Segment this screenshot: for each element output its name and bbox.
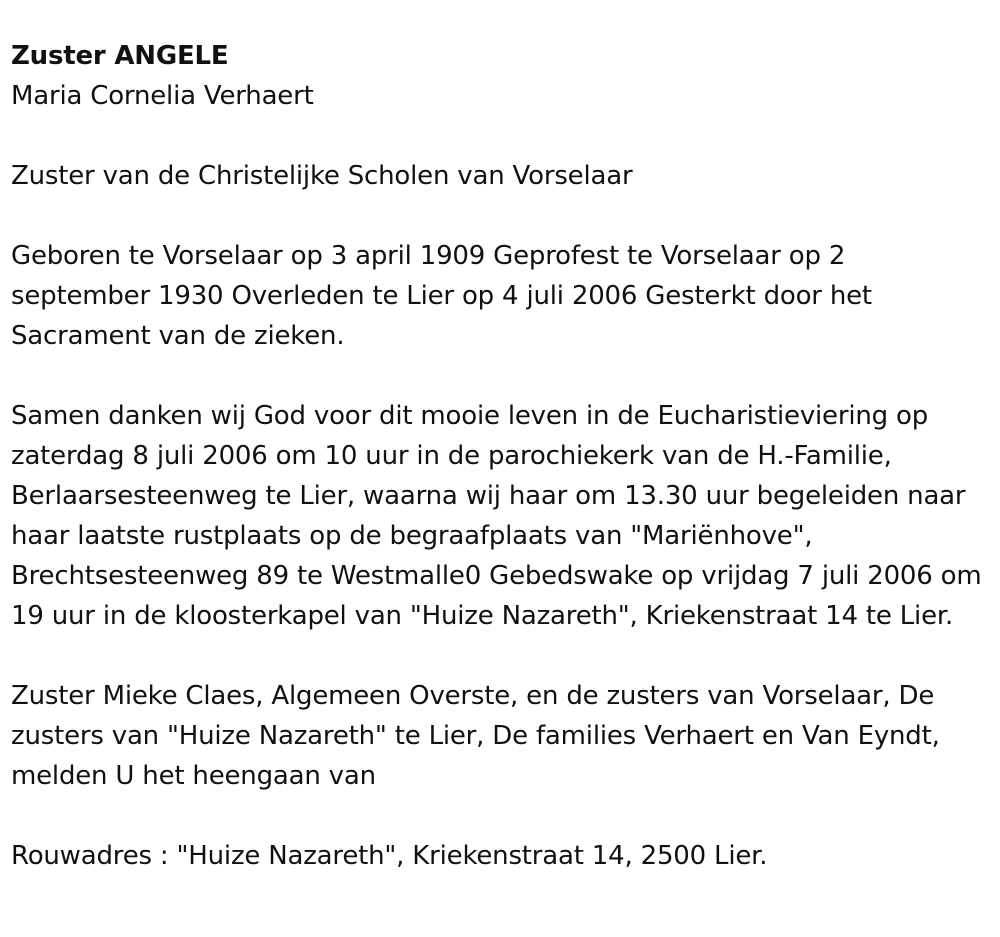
obituary-document [11,36,986,876]
ceremony-paragraph: Samen danken wij God voor dit mooie leven in de Eucharistieviering op zaterdag 8 juli 2006 om 10 uur in de parochiekerk van de H.-Familie, Berlaarsesteenweg te Lier, waarna wij haar om 13.30 uur begeleiden naar haar laatste rustplaats op de begraafplaats van "Mariënhove", Brechtsesteenweg 89 te Westmalle0 Gebedswake op vrijdag 7 juli 2006 om 19 uur in de kloosterkapel van "Huize Nazareth", Kriekenstraat 14 te Lier. [11,401,982,631]
announcement-paragraph: Zuster Mieke Claes, Algemeen Overste, en de zusters van Vorselaar, De zusters van "Huize Nazareth" te Lier, De families Verhaert en Van Eyndt, melden U het heengaan van [11,681,940,791]
deceased-name: Maria Cornelia Verhaert [11,81,314,111]
congregation-text: Zuster van de Christelijke Scholen van Vorselaar [11,161,633,191]
condolence-address: Rouwadres : "Huize Nazareth", Kriekenstraat 14, 2500 Lier. [11,841,768,871]
obituary-title: Zuster ANGELE [11,41,229,71]
life-dates-paragraph: Geboren te Vorselaar op 3 april 1909 Geprofest te Vorselaar op 2 september 1930 Overleden te Lier op 4 juli 2006 Gesterkt door het Sacrament van de zieken. [11,241,872,351]
